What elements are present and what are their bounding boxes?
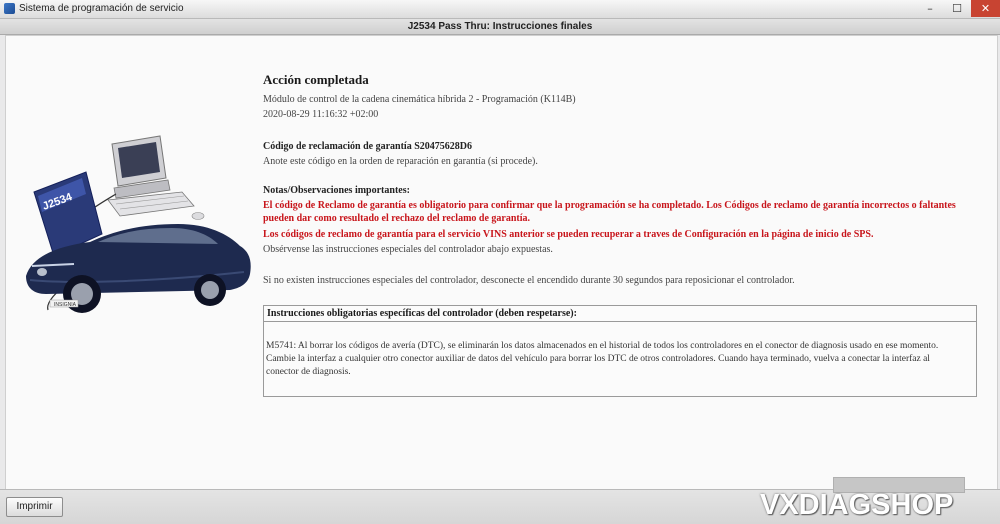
- no-instructions-note: Si no existen instrucciones especiales del controlador, desconecte el encendido durante 30 segundos para reposicionar el controlador.: [263, 275, 795, 286]
- car-programming-illustration: [12, 96, 262, 336]
- warranty-claim-code: Código de reclamación de garantía S20475628D6: [263, 141, 472, 152]
- window-titlebar: [0, 0, 1000, 19]
- instructions-line-1: M5741: Al borrar los códigos de avería (DTC), se eliminarán los datos almacenados en el historial de todos los controladores en el conector de diagnosis usado en ese momento.: [266, 341, 939, 351]
- license-plate-text: INSIGNIA: [54, 302, 76, 308]
- watermark: VXDIAGSHOP: [760, 489, 954, 521]
- action-completed-heading: Acción completada: [263, 72, 369, 87]
- notes-heading: Notas/Observaciones importantes:: [263, 185, 410, 196]
- instructions-box-body: [266, 340, 971, 379]
- timestamp: 2020-08-29 11:16:32 +02:00: [263, 109, 379, 120]
- close-button[interactable]: ✕: [971, 0, 1000, 17]
- minimize-button[interactable]: –: [927, 2, 933, 15]
- controller-instructions-box: [263, 305, 977, 397]
- maximize-button[interactable]: ☐: [952, 2, 962, 15]
- instructions-box-heading: Instrucciones obligatorias específicas del controlador (deben respetarse):: [264, 306, 976, 322]
- device-label: J2534: [40, 191, 74, 213]
- observe-instructions: Obsérvense las instrucciones especiales del controlador abajo expuestas.: [263, 244, 553, 255]
- instructions-line-3: conector de diagnosis.: [266, 367, 351, 377]
- warranty-claim-note: Anote este código en la orden de reparación en garantía (si procede).: [263, 156, 538, 167]
- module-description: Módulo de control de la cadena cinemática híbrida 2 - Programación (K114B): [263, 94, 576, 105]
- warning-text-2: Los códigos de reclamo de garantía para el servicio VINS anterior se pueden recuperar a traves de Configuración en la página de inicio de SPS.: [263, 229, 874, 240]
- page-header: J2534 Pass Thru: Instrucciones finales: [0, 19, 1000, 35]
- app-icon: [4, 3, 15, 14]
- warning-text-1a: El código de Reclamo de garantía es obligatorio para confirmar que la programación se ha completado. Los Códigos de reclamo de garantía incorrectos o faltantes: [263, 200, 956, 211]
- instructions-line-2: Cambie la interfaz a cualquier otro conector auxiliar de datos del vehículo para borrar los DTC de otros controladores. Cuando haya terminado, vuelva a conectar la interfaz al: [266, 354, 930, 364]
- warning-text-1b: pueden dar como resultado el rechazo del reclamo de garantía.: [263, 213, 531, 224]
- print-button[interactable]: Imprimir: [6, 497, 63, 517]
- window-title: Sistema de programación de servicio: [19, 3, 184, 14]
